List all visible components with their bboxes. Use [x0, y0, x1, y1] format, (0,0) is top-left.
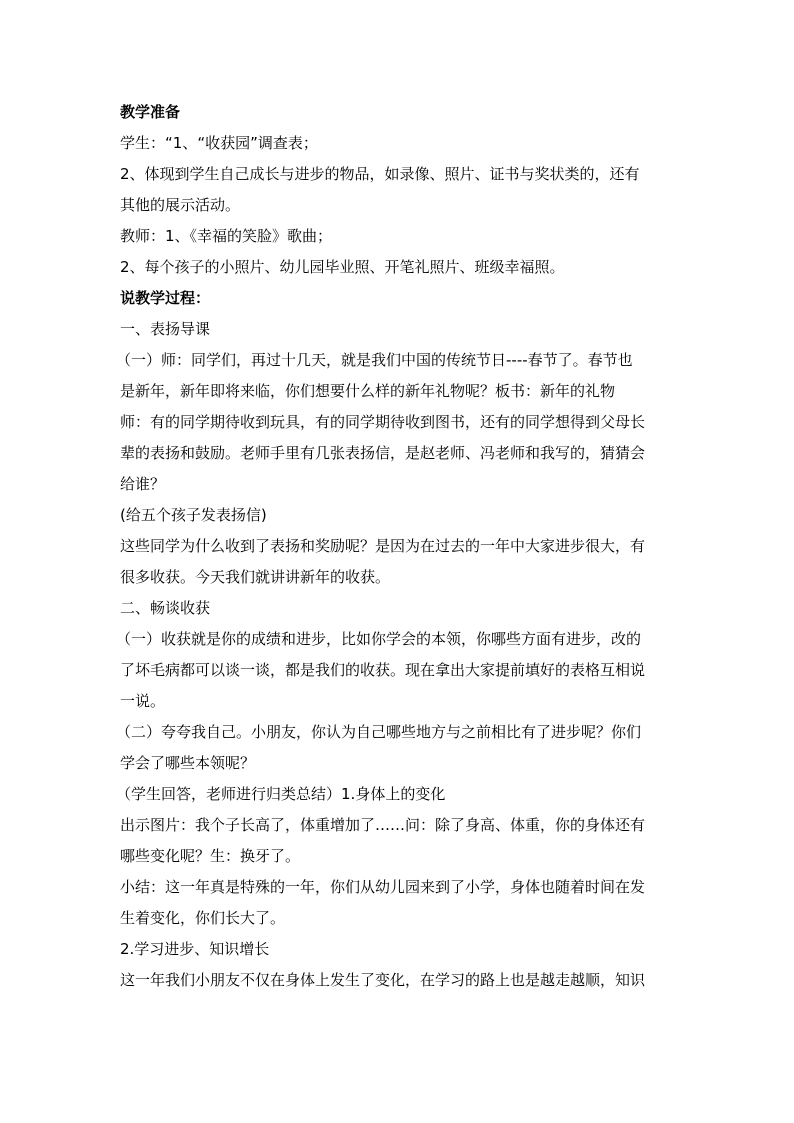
text-line: 生着变化，你们长大了。: [120, 909, 286, 927]
section-heading: 二、畅谈收获: [120, 599, 211, 617]
text-line: 这些同学为什么收到了表扬和奖励呢？是因为在过去的一年中大家进步很大，有: [120, 537, 646, 555]
heading-teaching-preparation: 教学准备: [120, 103, 181, 121]
text-line: (给五个孩子发表扬信): [120, 506, 267, 524]
text-line: 给谁？: [120, 475, 166, 493]
text-line: 2.学习进步、知识增长: [120, 940, 270, 958]
section-heading: 一、表扬导课: [120, 320, 211, 338]
text-line: 一说。: [120, 692, 166, 710]
text-line: 学生：“1、“收获园”调查表；: [120, 134, 318, 152]
text-line: 其他的展示活动。: [120, 196, 241, 214]
text-line: 师：有的同学期待收到玩具，有的同学期待收到图书，还有的同学想得到父母长: [120, 413, 646, 431]
text-line: 学会了哪些本领呢？: [120, 754, 256, 772]
text-line: 教师：1、《幸福的笑脸》歌曲；: [120, 227, 333, 245]
text-line: （一）收获就是你的成绩和进步，比如你学会的本领，你哪些方面有进步，改的: [116, 630, 642, 648]
text-line: 哪些变化呢？生：换牙了。: [120, 847, 301, 865]
document-body: [116, 97, 680, 996]
text-line: 了坏毛病都可以谈一谈，都是我们的收获。现在拿出大家提前填好的表格互相说: [120, 661, 646, 679]
text-line: 是新年，新年即将来临，你们想要什么样的新年礼物呢？板书：新年的礼物: [120, 382, 616, 400]
text-line: 2、体现到学生自己成长与进步的物品，如录像、照片、证书与奖状类的，还有: [120, 165, 640, 183]
text-line: 2、每个孩子的小照片、幼儿园毕业照、开笔礼照片、班级幸福照。: [120, 258, 565, 276]
text-line: （一）师：同学们，再过十几天，就是我们中国的传统节日----春节了。春节也: [116, 351, 633, 369]
text-line: 这一年我们小朋友不仅在身体上发生了变化，在学习的路上也是越走越顺，知识: [120, 971, 646, 989]
text-line: 出示图片：我个子长高了，体重增加了……问：除了身高、体重，你的身体还有: [120, 816, 646, 834]
text-line: （学生回答，老师进行归类总结）1.身体上的变化: [116, 785, 446, 803]
heading-teaching-process: 说教学过程：: [120, 289, 211, 307]
text-line: 辈的表扬和鼓励。老师手里有几张表扬信，是赵老师、冯老师和我写的，猜猜会: [120, 444, 646, 462]
text-line: （二）夸夸我自己。小朋友，你认为自己哪些地方与之前相比有了进步呢？你们: [116, 723, 642, 741]
text-line: 小结：这一年真是特殊的一年，你们从幼儿园来到了小学，身体也随着时间在发: [120, 878, 646, 896]
text-line: 很多收获。今天我们就讲讲新年的收获。: [120, 568, 391, 586]
